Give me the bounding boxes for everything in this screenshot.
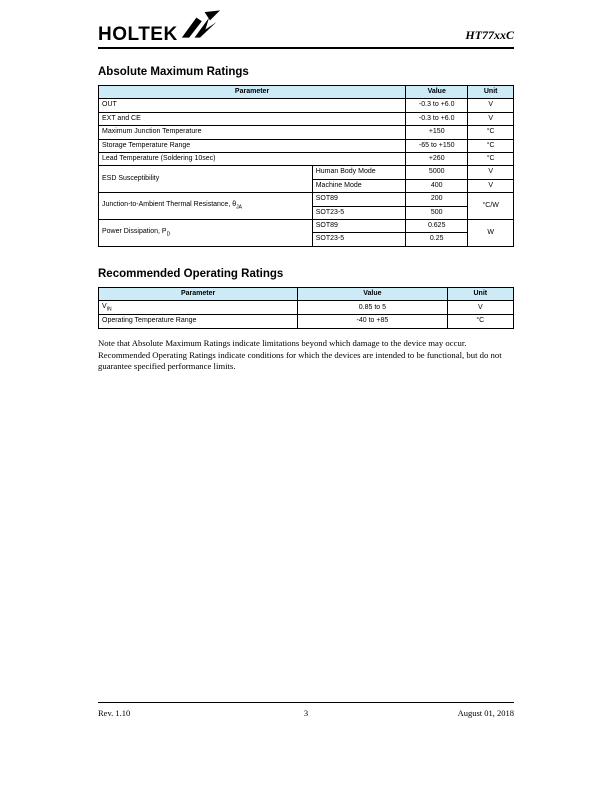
table-cell: 0.25 — [406, 233, 468, 246]
table-cell: Maximum Junction Temperature — [99, 126, 406, 139]
table-row — [99, 112, 514, 125]
footer-page-number: 3 — [303, 708, 309, 718]
table-cell: Storage Temperature Range — [99, 139, 406, 152]
table-cell: Lead Temperature (Soldering 10sec) — [99, 152, 406, 165]
footer-date: August 01, 2018 — [457, 708, 514, 718]
table-cell: $V_{IN}$ — [99, 301, 298, 315]
footer-revision: Rev. 1.10 — [98, 708, 131, 718]
table-row — [99, 219, 514, 232]
holtek-logo-text: HOLTEK — [98, 24, 178, 45]
table-cell: W — [468, 219, 514, 246]
table-cell: -40 to +85 — [298, 315, 447, 328]
table-row — [99, 152, 514, 165]
table-row — [99, 99, 514, 112]
table-cell: -65 to +150 — [406, 139, 468, 152]
table-cell: Junction-to-Ambient Thermal Resistance, $\theta_{JA}$ — [99, 193, 313, 220]
holtek-logo — [98, 10, 220, 44]
table-cell: V — [468, 112, 514, 125]
table-cell: °C/W — [468, 193, 514, 220]
table-row — [99, 126, 514, 139]
table-cell: Power Dissipation, $P_D$ — [99, 219, 313, 246]
col-header-value: Value — [406, 86, 468, 99]
table-cell: 5000 — [406, 166, 468, 179]
table-cell: V — [468, 179, 514, 192]
table-cell: Operating Temperature Range — [99, 315, 298, 328]
table-cell: ESD Susceptibility — [99, 166, 313, 193]
page-header — [98, 12, 514, 49]
table-cell: 200 — [406, 193, 468, 206]
col-header-value: Value — [298, 287, 447, 300]
table-cell: °C — [468, 126, 514, 139]
col-header-parameter: Parameter — [99, 86, 406, 99]
page-footer — [98, 702, 514, 718]
table-cell: V — [468, 99, 514, 112]
table-cell: +150 — [406, 126, 468, 139]
section-title-absolute-maximum-ratings: Absolute Maximum Ratings — [98, 66, 249, 78]
table-cell: SOT23-5 — [312, 206, 405, 219]
table-header-row — [99, 287, 514, 300]
table-row — [99, 315, 514, 328]
col-header-unit: Unit — [447, 287, 513, 300]
table-cell: -0.3 to +6.0 — [406, 112, 468, 125]
col-header-parameter: Parameter — [99, 287, 298, 300]
table-cell: +260 — [406, 152, 468, 165]
table-cell: °C — [447, 315, 513, 328]
table-row — [99, 193, 514, 206]
table-cell: 500 — [406, 206, 468, 219]
table-cell: °C — [468, 139, 514, 152]
absolute-maximum-ratings-table — [98, 85, 514, 247]
table-cell: SOT89 — [312, 219, 405, 232]
table-row — [99, 166, 514, 179]
table-cell: 0.625 — [406, 219, 468, 232]
table-cell: V — [447, 301, 513, 315]
table-cell: -0.3 to +6.0 — [406, 99, 468, 112]
table-cell: SOT89 — [312, 193, 405, 206]
table-cell: 0.85 to 5 — [298, 301, 447, 315]
table-cell: Human Body Mode — [312, 166, 405, 179]
section-title-recommended-operating-ratings: Recommended Operating Ratings — [98, 267, 284, 280]
table-cell: 400 — [406, 179, 468, 192]
table-cell: Machine Mode — [312, 179, 405, 192]
table-row — [99, 301, 514, 315]
col-header-unit: Unit — [468, 86, 514, 99]
table-header-row — [99, 86, 514, 99]
table-cell: V — [468, 166, 514, 179]
table-cell: °C — [468, 152, 514, 165]
table-cell: SOT23-5 — [312, 233, 405, 246]
table-cell: OUT — [99, 99, 406, 112]
doc-title: HT77xxC — [465, 28, 514, 42]
recommended-operating-ratings-table — [98, 287, 514, 329]
note-text: Note that Absolute Maximum Ratings indicate limitations beyond which damage to the device may occur. Recommended Operating Ratings indicate conditions for which the devices are intended to be functional, but do not guarantee specified performance limits. — [98, 337, 502, 372]
table-row — [99, 139, 514, 152]
holtek-arrows-icon — [180, 10, 220, 43]
table-cell: EXT and CE — [99, 112, 406, 125]
